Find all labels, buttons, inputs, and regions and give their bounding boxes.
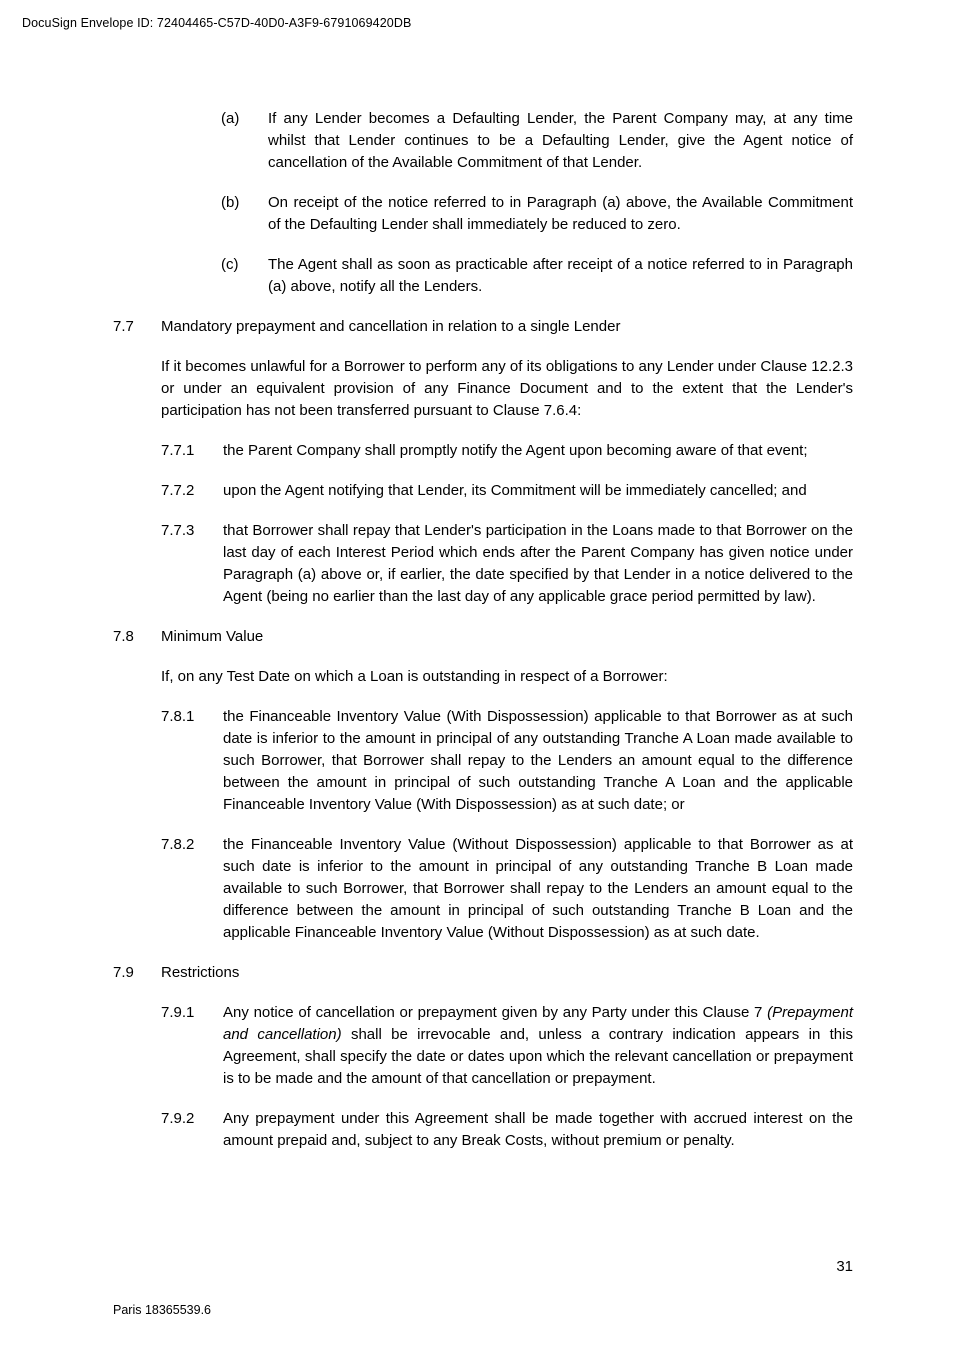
clause-heading-7-9 (113, 962, 853, 984)
clause-title: Minimum Value (161, 628, 264, 645)
clause-number: 7.8.2 (161, 836, 195, 853)
clause-number: 7.7.2 (161, 482, 195, 499)
list-item (221, 108, 853, 174)
clause-heading-7-8 (113, 626, 853, 648)
clause-7-7-1 (161, 440, 853, 462)
clause-title: Mandatory prepayment and cancellation in relation to a single Lender (161, 318, 621, 335)
paragraph-text: that Borrower shall repay that Lender's participation in the Loans made to that Borrower on the last day of each Interest Period which ends after the Parent Company has given notice under Paragraph (a) above or, if earlier, the date specified by that Lender in a notice delivered to the Agent (being no earlier than the last day of any applicable grace period permitted by law). (223, 522, 853, 605)
page-number: 31 (836, 1258, 853, 1275)
clause-title: Restrictions (161, 964, 240, 981)
paragraph-text: If it becomes unlawful for a Borrower to perform any of its obligations to any Lender under Clause 12.2.3 or under an equivalent provision of any Finance Document and to the extent that the Lender's participation has not been transferred pursuant to Clause 7.6.4: (161, 358, 853, 419)
clause-7-9-1 (161, 1002, 853, 1090)
clause-number: 7.7.3 (161, 522, 195, 539)
clause-7-8-intro (161, 666, 853, 688)
clause-number: 7.9.1 (161, 1004, 195, 1021)
clause-7-7-intro (161, 356, 853, 422)
clause-heading-7-7 (113, 316, 853, 338)
clause-number: 7.7 (113, 318, 134, 335)
clause-number: 7.7.1 (161, 442, 195, 459)
paragraph-text-before: Any notice of cancellation or prepayment given by any Party under this Clause 7 (223, 1004, 768, 1021)
paragraph-text: If, on any Test Date on which a Loan is outstanding in respect of a Borrower: (161, 668, 668, 685)
clause-cross-reference: (Prepayment and cancellation) (223, 1004, 853, 1043)
paragraph-text: the Financeable Inventory Value (With Dispossession) applicable to that Borrower as at such date is inferior to the amount in principal of any outstanding Tranche A Loan made available to such Borrower, that Borrower shall repay to the Lenders an amount equal to the difference between the amount in principal of such outstanding Tranche A Loan and the applicable Financeable Inventory Value (With Dispossession) as at such date; or (223, 708, 853, 813)
list-item (221, 254, 853, 298)
paragraph-text: the Parent Company shall promptly notify the Agent upon becoming aware of that event; (223, 442, 808, 459)
list-item-label: (b) (221, 194, 240, 211)
paragraph-text: upon the Agent notifying that Lender, its Commitment will be immediately cancelled; and (223, 482, 807, 499)
paragraph-text-after: shall be irrevocable and, unless a contrary indication appears in this Agreement, shall specify the date or dates upon which the relevant cancellation or prepayment is to be made and the amount of that cancellation or prepayment. (223, 1026, 853, 1087)
footer-reference: Paris 18365539.6 (113, 1303, 211, 1317)
clause-7-7-3 (161, 520, 853, 608)
list-item-label: (c) (221, 256, 239, 273)
clause-number: 7.8 (113, 628, 134, 645)
clause-7-8-2 (161, 834, 853, 944)
paragraph-text: the Financeable Inventory Value (Without Dispossession) applicable to that Borrower as at such date is inferior to the amount in principal of any outstanding Tranche B Loan made available to such Borrower, that Borrower shall repay to the Lenders an amount equal to the difference between the amount in principal of such outstanding Tranche B Loan and the applicable Financeable Inventory Value (Without Dispossession) as at such date. (223, 836, 853, 941)
list-item (221, 192, 853, 236)
clause-7-9-2 (161, 1108, 853, 1152)
clause-7-7-2 (161, 480, 853, 502)
clause-7-8-1 (161, 706, 853, 816)
docusign-envelope-id: DocuSign Envelope ID: 72404465-C57D-40D0-A3F9-6791069420DB (22, 16, 412, 30)
document-body (113, 108, 853, 1170)
clause-number: 7.9 (113, 964, 134, 981)
paragraph-text (223, 1002, 853, 1090)
list-item-text: On receipt of the notice referred to in Paragraph (a) above, the Available Commitment of the Defaulting Lender shall immediately be reduced to zero. (268, 194, 853, 233)
paragraph-text: Any prepayment under this Agreement shall be made together with accrued interest on the amount prepaid and, subject to any Break Costs, without premium or penalty. (223, 1110, 853, 1149)
list-item-label: (a) (221, 110, 240, 127)
list-item-text: If any Lender becomes a Defaulting Lender, the Parent Company may, at any time whilst that Lender continues to be a Defaulting Lender, give the Agent notice of cancellation of the Available Commitment of that Lender. (268, 110, 853, 171)
clause-number: 7.8.1 (161, 708, 195, 725)
list-item-text: The Agent shall as soon as practicable after receipt of a notice referred to in Paragraph (a) above, notify all the Lenders. (268, 256, 853, 295)
clause-number: 7.9.2 (161, 1110, 195, 1127)
